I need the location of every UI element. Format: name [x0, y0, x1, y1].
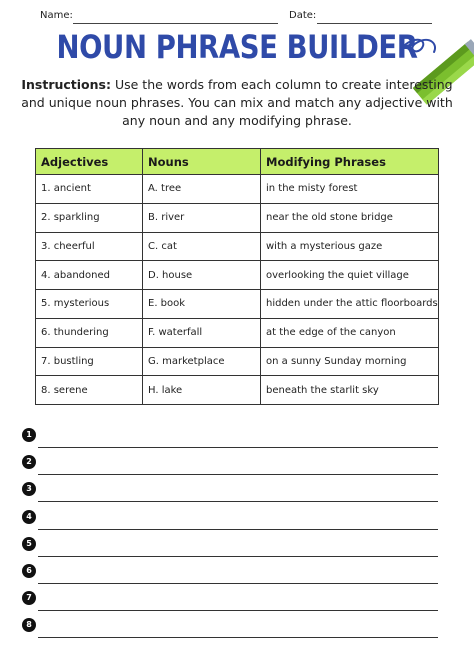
date-field-line[interactable] [317, 23, 432, 24]
answer-row [22, 563, 438, 590]
number-bullet: 2 [22, 455, 36, 469]
instructions-text: Use the words from each column to create interesting and unique noun phrases. You can mix and match any adjective with any noun and any modifying phrase. [21, 77, 453, 128]
page-title: NOUN PHRASE BUILDER [56, 28, 418, 66]
table-row [36, 318, 439, 347]
noun-cell: H. lake [143, 376, 261, 405]
number-bullet: 8 [22, 618, 36, 632]
answer-row [22, 617, 438, 644]
number-bullet: 7 [22, 591, 36, 605]
noun-cell: B. river [143, 203, 261, 232]
adjective-cell: 7. bustling [36, 347, 143, 376]
answer-row [22, 481, 438, 508]
adjective-cell: 3. cheerful [36, 232, 143, 261]
name-field-line[interactable] [73, 23, 278, 24]
answer-line[interactable] [38, 556, 438, 557]
answer-row [22, 590, 438, 617]
phrase-cell: with a mysterious gaze [261, 232, 439, 261]
adjective-cell: 2. sparkling [36, 203, 143, 232]
table-row [36, 376, 439, 405]
table-row [36, 347, 439, 376]
number-bullet: 6 [22, 564, 36, 578]
adjective-cell: 4. abandoned [36, 261, 143, 290]
adjective-cell: 5. mysterious [36, 290, 143, 319]
noun-cell: C. cat [143, 232, 261, 261]
adjective-cell: 6. thundering [36, 318, 143, 347]
adjective-cell: 1. ancient [36, 175, 143, 204]
instructions-lead: Instructions: [21, 77, 111, 92]
phrase-cell: overlooking the quiet village [261, 261, 439, 290]
answer-line[interactable] [38, 610, 438, 611]
number-bullet: 4 [22, 510, 36, 524]
header-adjectives: Adjectives [36, 149, 143, 175]
answer-row [22, 454, 438, 481]
number-bullet: 1 [22, 428, 36, 442]
answer-line[interactable] [38, 529, 438, 530]
noun-cell: E. book [143, 290, 261, 319]
phrase-cell: hidden under the attic floorboards [261, 290, 439, 319]
date-label: Date: [289, 10, 317, 21]
phrase-cell: on a sunny Sunday morning [261, 347, 439, 376]
answer-line[interactable] [38, 447, 438, 448]
word-table [35, 148, 439, 405]
phrase-cell: beneath the starlit sky [261, 376, 439, 405]
noun-cell: G. marketplace [143, 347, 261, 376]
answer-line[interactable] [38, 474, 438, 475]
answer-line[interactable] [38, 501, 438, 502]
answer-row [22, 536, 438, 563]
answer-line[interactable] [38, 583, 438, 584]
table-row [36, 232, 439, 261]
answer-line[interactable] [38, 637, 438, 638]
adjective-cell: 8. serene [36, 376, 143, 405]
answer-row [22, 427, 438, 454]
name-label: Name: [40, 10, 73, 21]
number-bullet: 5 [22, 537, 36, 551]
instructions [20, 76, 454, 130]
table-header-row [36, 149, 439, 175]
noun-cell: A. tree [143, 175, 261, 204]
table-row [36, 203, 439, 232]
answer-row [22, 509, 438, 536]
number-bullet: 3 [22, 482, 36, 496]
phrase-cell: at the edge of the canyon [261, 318, 439, 347]
header-nouns: Nouns [143, 149, 261, 175]
noun-cell: D. house [143, 261, 261, 290]
phrase-cell: in the misty forest [261, 175, 439, 204]
table-row [36, 175, 439, 204]
header-modifying-phrases: Modifying Phrases [261, 149, 439, 175]
table-row [36, 261, 439, 290]
answer-lines [22, 427, 438, 645]
phrase-cell: near the old stone bridge [261, 203, 439, 232]
table-row [36, 290, 439, 319]
noun-cell: F. waterfall [143, 318, 261, 347]
